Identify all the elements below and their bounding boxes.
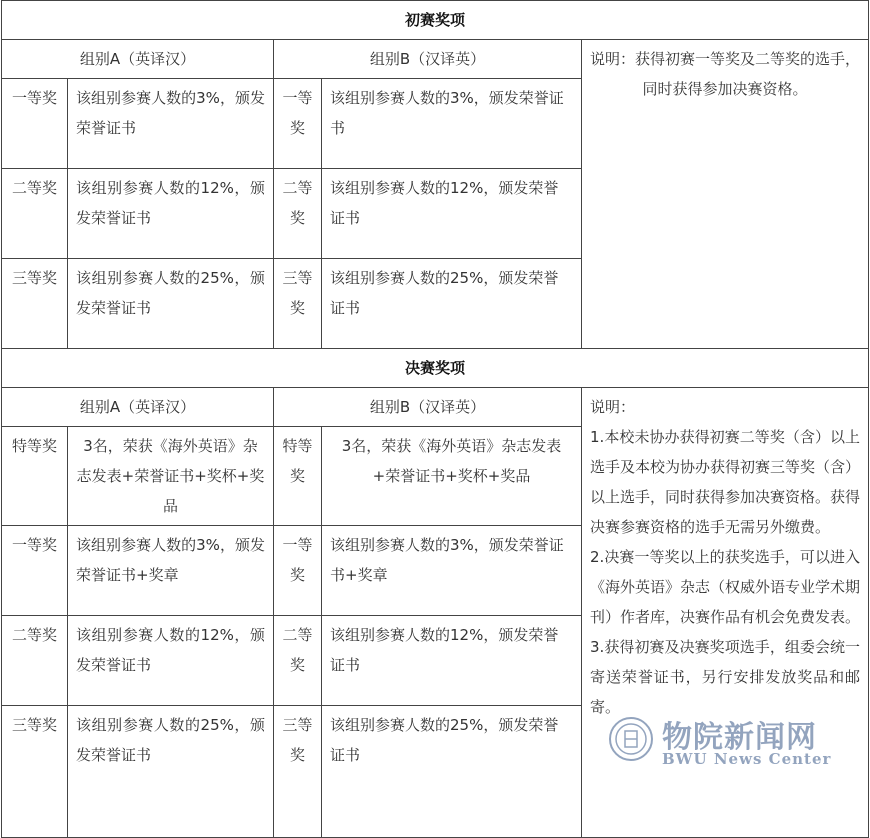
prelim-group-header-row [2, 40, 869, 79]
prelim-a-desc: 该组别参赛人数的25%，颁发荣誉证书 [68, 259, 274, 349]
final-a-level: 特等奖 [2, 427, 68, 526]
prelim-a-level: 三等奖 [2, 259, 68, 349]
final-a-level: 一等奖 [2, 526, 68, 616]
final-group-a-header: 组别A（英译汉） [2, 388, 274, 427]
final-title: 决赛奖项 [2, 349, 869, 388]
final-title-row [2, 349, 869, 388]
watermark-title: 物院新闻网 [662, 720, 817, 755]
final-a-level: 二等奖 [2, 616, 68, 706]
final-note-item: 2.决赛一等奖以上的获奖选手，可以进入《海外英语》杂志（权威外语专业学术期刊）作者库，决赛作品有机会免费发表。 [590, 548, 861, 626]
final-note-heading: 说明： [590, 398, 636, 416]
final-b-desc: 该组别参赛人数的3%，颁发荣誉证书+奖章 [322, 526, 582, 616]
final-b-level: 三等奖 [274, 706, 322, 838]
final-note-item: 1.本校未协办获得初赛二等奖（含）以上选手及本校为协办获得初赛三等奖（含）以上选手，同时获得参加决赛资格。获得决赛参赛资格的选手无需另外缴费。 [590, 428, 861, 536]
final-group-header-row [2, 388, 869, 427]
final-group-b-header: 组别B（汉译英） [274, 388, 582, 427]
prelim-a-desc: 该组别参赛人数的12%，颁发荣誉证书 [68, 169, 274, 259]
prelim-a-level: 二等奖 [2, 169, 68, 259]
prelim-a-desc: 该组别参赛人数的3%，颁发荣誉证书 [68, 79, 274, 169]
prelim-b-level: 三等奖 [274, 259, 322, 349]
final-a-level: 三等奖 [2, 706, 68, 838]
final-a-desc: 3名，荣获《海外英语》杂志发表+荣誉证书+奖杯+奖品 [68, 427, 274, 526]
prelim-note: 说明：获得初赛一等奖及二等奖的选手，同时获得参加决赛资格。 [582, 40, 869, 349]
prelim-b-level: 二等奖 [274, 169, 322, 259]
prelim-b-desc: 该组别参赛人数的12%，颁发荣誉证书 [322, 169, 582, 259]
prelim-title: 初赛奖项 [2, 1, 869, 40]
final-a-desc: 该组别参赛人数的25%，颁发荣誉证书 [68, 706, 274, 838]
final-b-level: 二等奖 [274, 616, 322, 706]
final-b-level: 特等奖 [274, 427, 322, 526]
final-b-level: 一等奖 [274, 526, 322, 616]
prelim-a-level: 一等奖 [2, 79, 68, 169]
watermark [600, 712, 850, 778]
final-a-desc: 该组别参赛人数的3%，颁发荣誉证书+奖章 [68, 526, 274, 616]
prelim-title-row [2, 1, 869, 40]
prelim-b-desc: 该组别参赛人数的25%，颁发荣誉证书 [322, 259, 582, 349]
final-a-desc: 该组别参赛人数的12%，颁发荣誉证书 [68, 616, 274, 706]
prelim-group-b-header: 组别B（汉译英） [274, 40, 582, 79]
prelim-b-level: 一等奖 [274, 79, 322, 169]
final-b-desc: 3名，荣获《海外英语》杂志发表+荣誉证书+奖杯+奖品 [322, 427, 582, 526]
final-b-desc: 该组别参赛人数的25%，颁发荣誉证书 [322, 706, 582, 838]
final-b-desc: 该组别参赛人数的12%，颁发荣誉证书 [322, 616, 582, 706]
prelim-b-desc: 该组别参赛人数的3%，颁发荣誉证书 [322, 79, 582, 169]
seal-icon [608, 716, 654, 762]
final-note-item: 3.获得初赛及决赛奖项选手，组委会统一寄送荣誉证书，另行安排发放奖品和邮寄。 [590, 638, 861, 716]
prelim-group-a-header: 组别A（英译汉） [2, 40, 274, 79]
watermark-subtitle: BWU News Center [662, 750, 832, 768]
